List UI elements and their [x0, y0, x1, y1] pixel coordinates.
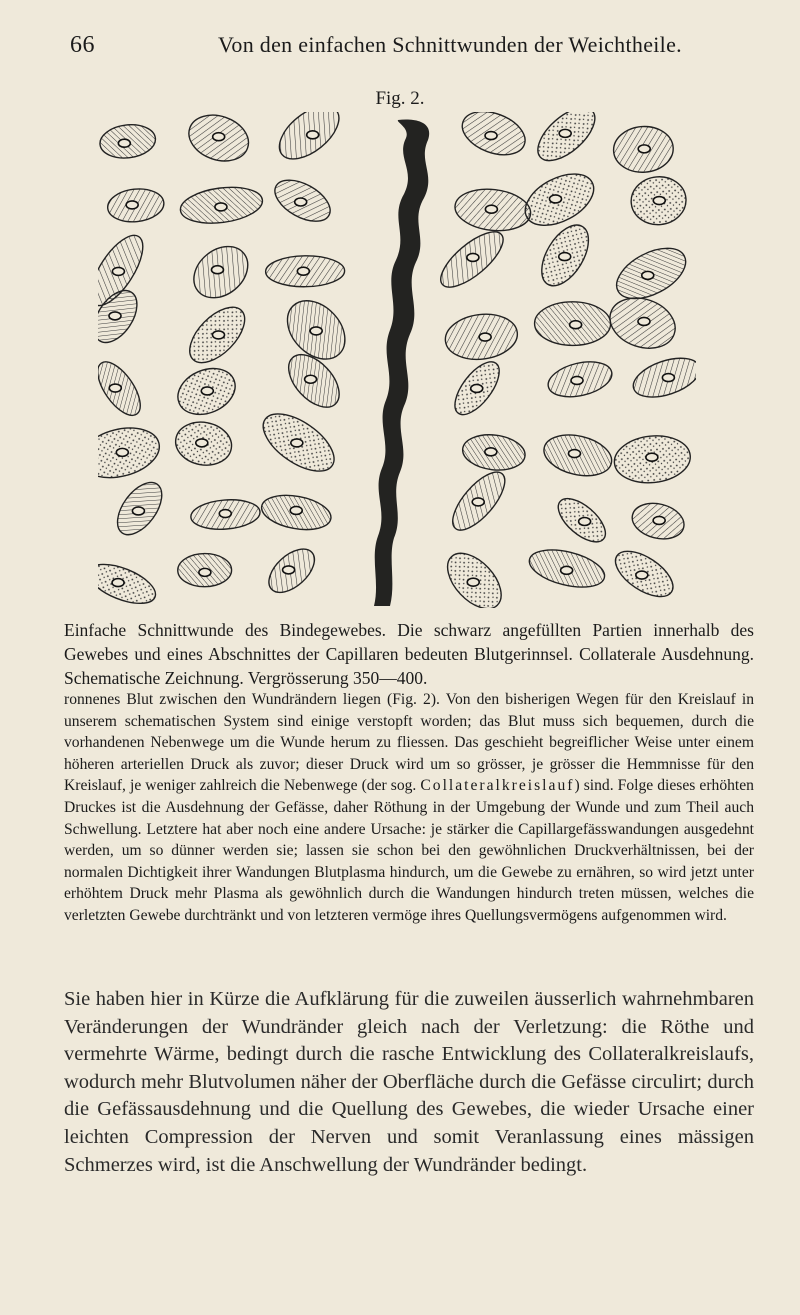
cell-nucleus: [653, 516, 665, 524]
cell-nucleus: [642, 271, 654, 279]
cell-nucleus: [211, 266, 223, 274]
cell-nucleus: [109, 384, 121, 392]
summary-paragraph: Sie haben hier in Kürze die Aufklärung für die zuweilen äusserlich wahrnehmbaren Veränderungen der Wundränder gleich nach der Verletzung: die Röthe und vermehrte Wärme, bedingt durch die rasche Entwicklung des Collateralkreislaufs, wodurch mehr Blutvolumen näher der Oberfläche durch die Gefässe circulirt; durch die Gefässausdehnung und die Quellung des Gewebes, die wieder Ursache einer leichten Compression der Nerven und somit Veranlassung eines mässigen Schmerzes wird, ist die Anschwellung der Wundränder bedingt.: [64, 988, 754, 1176]
cell-nucleus: [290, 506, 302, 514]
figure-caption-text: Einfache Schnittwunde des Bindegewebes. Die schwarz angefüllten Partien innerhalb des Gewebes und eines Abschnittes der Capillaren bedeuten Blutgerinnsel. Collaterale Ausdehnung. Schematische Zeichnung. Vergrösserung 350—400.: [64, 620, 754, 688]
cell-nucleus: [570, 321, 582, 329]
cell-nucleus: [485, 132, 497, 140]
tissue-cell: [98, 556, 161, 608]
tissue-cell: [438, 544, 512, 608]
cell-nucleus: [109, 312, 121, 320]
cell-nucleus: [485, 205, 497, 213]
cell-nucleus: [467, 253, 479, 261]
figure-label: Fig. 2.: [375, 88, 425, 109]
cell-nucleus: [472, 498, 484, 506]
page-number: 66: [70, 32, 95, 58]
cell-nucleus: [561, 566, 573, 574]
cell-nucleus: [116, 448, 128, 456]
cell-nucleus: [571, 376, 583, 384]
cell-nucleus: [638, 145, 650, 153]
cell-nucleus: [219, 510, 231, 518]
cell-nucleus: [126, 201, 138, 209]
running-head: Von den einfachen Schnittwunden der Weichtheile.: [218, 32, 682, 57]
figure-illustration: [98, 112, 696, 608]
cell-nucleus: [568, 450, 580, 458]
blood-clot-wound-band: [374, 120, 429, 606]
cell-nucleus: [559, 129, 571, 137]
cell-nucleus: [305, 375, 317, 383]
cell-nucleus: [485, 448, 497, 456]
cell-nucleus: [112, 579, 124, 587]
cell-nucleus: [550, 195, 562, 203]
cell-nucleus: [212, 331, 224, 339]
tissue-cell: [98, 420, 165, 485]
cell-nucleus: [662, 374, 674, 382]
cell-nucleus: [215, 203, 227, 211]
cell-nucleus: [112, 267, 124, 275]
tissue-cell: [529, 112, 604, 170]
figure-caption: [64, 618, 754, 690]
cell-nucleus: [283, 566, 295, 574]
cell-nucleus: [479, 333, 491, 341]
cell-nucleus: [636, 571, 648, 579]
tissue-cell: [270, 112, 348, 169]
cell-nucleus: [291, 439, 303, 447]
cell-nucleus: [307, 131, 319, 139]
cell-nucleus: [132, 507, 144, 515]
cell-nucleus: [201, 387, 213, 395]
emphasis-term: Collateralkreislauf: [420, 777, 575, 795]
paragraph-part-1: ronnenes Blut zwischen den Wundrändern liegen (Fig. 2). Von den bisherigen Wegen für den Kreislauf in unserem schematischen System sind einige verstopft worden; das Blut muss sich bequemen, durch die vorhandenen Nebenwege um die Wunde herum zu fliessen. Das geschieht begreiflicher Weise unter einem höheren arteriellen Druck als zuvor; dieser Druck wird um so grösser, je grösser die Hemmnisse für den Kreislauf, je weniger zahlreich die Nebenwege (der sog.: [64, 691, 754, 795]
cell-nucleus: [467, 578, 479, 586]
cell-nucleus: [471, 384, 483, 392]
paragraph-text: [64, 689, 754, 927]
cell-nucleus: [310, 327, 322, 335]
cell-nucleus: [295, 198, 307, 206]
cell-nucleus: [297, 267, 309, 275]
page-header: [70, 32, 730, 72]
cell-nucleus: [118, 139, 130, 147]
tissue-cell: [98, 355, 148, 422]
cell-nucleus: [646, 453, 658, 461]
cell-nucleus: [653, 197, 665, 205]
cell-nucleus: [196, 439, 208, 447]
cell-nucleus: [638, 317, 650, 325]
cell-nucleus: [213, 133, 225, 141]
paragraph-part-2: ) sind. Folge dieses erhöhten Druckes ist die Ausdehnung der Gefässe, daher Röthung in der Umgebung der Wunde und zum Theil auch Schwellung. Letztere hat aber noch eine andere Ursache: je stärker die Capillargefässwandungen ausgedehnt werden, um so dünner werden sie; lassen sie schon bei den gewöhnlichen Druckverhältnissen, bei der normalen Dichtigkeit ihrer Wandungen Blutplasma hindurch, um die Gewebe zu ernähren, so wird jetzt unter erhöhtem Druck mehr Plasma als gewöhnlich durch die Wandungen hindurch treten müssen, welches die verletzten Gewebe durchtränkt und von letzteren vermöge ihres Quellungsvermögens aufgenommen wird.: [64, 777, 754, 924]
cell-nucleus: [559, 253, 571, 261]
cell-nucleus: [579, 517, 591, 525]
body-paragraph-large: [64, 986, 754, 1179]
body-paragraph-small: [64, 689, 754, 927]
tissue-section-drawing: [98, 112, 696, 608]
cell-nucleus: [199, 568, 211, 576]
